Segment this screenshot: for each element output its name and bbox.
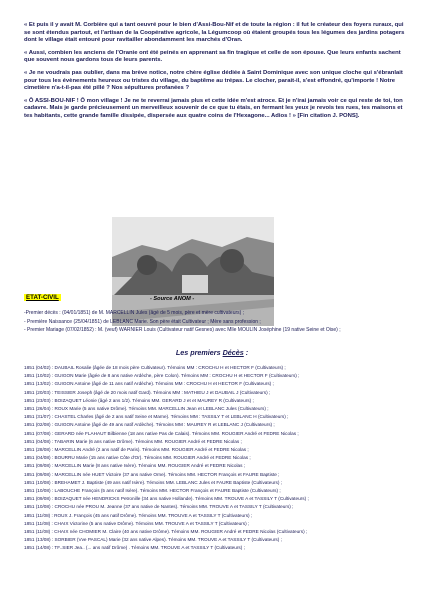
deces-list [24,364,408,553]
list-item: 1851 (28/08) : MARCELLIN André (2 ans natif de Paris). Témoins MM. ROUGIER André et FEDRE Nicolas ; [24,447,249,453]
quote-text [24,22,406,126]
title-word: Décès [222,348,244,357]
quote-paragraph: « Ô ASSI-BOU-NIF ! Ô mon village ! Je ne te reverrai jamais plus et cette idée m'est atroce. Et je n'irai jamais voir ce qui reste de toi, ton cadavre. Mais je garde précieusement un merveilleux souvenir de ce que tu étais, en fermant les yeux je revois tes rues, tes maisons et tes habitants, cette grande famille dissipée, dispersée aux quatre coins de l'Hexagone... Adios ! » [Fin citation J. PONS]. [24,97,403,119]
list-item: 1851 (13/08) : SORBIER (Vve PASCAL) Marie (32 ans native Alpes). Témoins MM. TROUVE A et TASSILY T (Cultivateurs) ; [24,537,282,543]
list-item: - Première Naissance (25/04/1851) de LEBLANC Marie. Son père était Cultivateur ; Mère sans profession ; [24,318,261,325]
list-item: 1851 (31/07) : CHASTEL Charles (âgé de 2 ans natif Seine et Marne). Témoins MM : TASSILY T et LEBLANC H (Cultivateurs) ; [24,414,289,420]
list-item: -Premier décès : (04/01/1851) de M. MARCELLIN Jules (âgé de 5 mois, père et mère cultivateurs) ; [24,310,245,316]
section-title [0,348,424,357]
list-item: 1851 (02/08) : GUIGON Antoine (âgé de 49 ans natif Ardèche). Témoins MM : MAUREY R et LEBLANC J (Cultivateurs) ; [24,422,275,428]
list-item: 1851 (26/04) : ROUX Marie (5 ans native Drôme). Témoins MM. MARCELLIN Jean et LEBLANC Jules (Cultivateurs) ; [24,406,269,412]
list-item: 1851 (10/08) : CROCHU née PROU M. Jeanne (37 ans native de Nantes). Témoins MM. TROUVE A et TASSILY T (Cultivateurs) ; [24,504,294,510]
title-suffix: : [243,348,249,357]
list-item: 1851 (13/02) : GUIGON Antoine (âgé de 11 ans natif Ardèche). Témoins MM : CROCHU H et HECTOR F (Cultivateurs) ; [24,381,274,387]
list-item: 1851 (11/08) : ROUX J. François (45 ans natif Drôme). Témoins MM. TROUVE A et TASSILY T (Cultivateurs) ; [24,512,253,518]
first-events-list [24,309,404,335]
list-item: 1851 (20/03) : TEISSIER Joseph (âgé de 20 mois natif Gard). Témoins MM : MATHIEU J et DAUBAIL J (Cultivateurs) ; [24,389,271,395]
list-item: 1851 (09/08) : MARCELLIN née HUET Victoire (37 ans native Orne). Témoins MM. HECTOR François et FAURE Baptiste ; [24,471,280,477]
list-item: 1851 (10/08) : BREHAMET J. Baptiste (49 ans natif Isère). Témoins MM. LEBLANC Jules et FAURE Baptiste (Cultivateurs) ; [24,479,282,485]
list-item: 1851 (07/08) : GERARD née FLAHAUT Bilbienne (18 ans native Pas de Calais). Témoins MM. ROUGIER André et FEDRE Nicolas ; [24,430,299,436]
list-item: 1851 (11/08) : CHAIX née CHOMIER M. Claire (40 ans native Drôme). Témoins MM. ROUGIER André et FEDRE Nicolas (Cultivateurs) ; [24,529,308,535]
list-item: 1851 (14/08) : TF..SIER Jea.. (... ans natif Drôme) . Témoins MM. TROUVE A et TASSILY T (Cultivateurs) ; [24,545,245,551]
list-item: 1851 (11/08) : CHAIX Victorine (5 ans native Drôme). Témoins MM. TROUVE A et TASSILY T (Cultivateurs) ; [24,520,250,526]
source-label: - Source ANOM - [150,296,195,302]
list-item: 1851 (04/02) : DAUBAIL Rosalie (âgée de 18 mois père Cultivateur). Témoins MM : CROCHU H et HECTOR F (Cultivateurs) ; [24,365,286,370]
list-item: 1851 (10/02) : GUIGON Marie (âgée de 8 ans native Ardèche, père Colon). Témoins MM : CROCHU H et HECTOR F (Cultivateurs) ; [24,373,300,379]
quote-paragraph: « Et puis il y avait M. Corbière qui a tant oeuvré pour le bien d'Assi-Bou-Nif et de toute la région : il fut le créateur des foyers ruraux, qui se sont étendus partout, et l'artisan de la Coopérative agricole, la Légumcoop où étaient groupés tous les légumes des jardins potagers dont le village était entouré pour ravitailler abondamment les marchés d'Oran. [24,22,405,44]
list-item: 1851 (23/03) : BOIZAQUET Léonie (âgé 2 ans 1/2). Témoins MM. GERARD J et et MAUREY R (Cultivateurs) ; [24,397,254,403]
list-item: - Premier Mariage (07/02/1852) : M. (veuf) WARNIER Louis (Cultivateur natif Gesnes) avec Mlle MOULIN Joséphine (19 native Seine et Oise) ; [24,327,341,334]
list-item: 1851 (09/08) : MARCELLIN Marie (8 ans native Isère). Témoins MM. ROUGIER André et FEDRE Nicolas ; [24,463,246,469]
list-item: 1851 (10/08) : LABOUCHE François (5 ans natif Isère). Témoins MM. HECTOR François et FAURE Baptiste (Cultivateurs) ; [24,488,281,494]
etat-civil-label: ETAT-CIVIL [26,294,59,301]
quote-paragraph: « Je ne voudrais pas oublier, dans ma brève notice, notre chère église dédiée à Saint Dominique avec son unique cloche qui s'ébranlait pour tous les évènements heureux ou tristes du village, du baptême au trépas. Le clocher, parait-il, s'est effondré, qu'importe ! Notre cimetière n'a-t-il-pas été pillé ? Nos sépultures profanées ? [24,69,403,92]
quote-paragraph: « Aussi, combien les anciens de l'Oranie ont été peinés en apprenant sa fin tragique et celle de son épouse. Que leurs enfants sachent que souvent nous gardons tous de leurs parents. [24,49,401,64]
title-prefix: Les premiers [175,348,221,357]
list-item: 1851 (04/08) : TABARIN Marie (6 ans native Drôme). Témoins MM. ROUGIER André et FEDRE Nicolas ; [24,438,242,444]
list-item: 1851 (09/08) : BOIZAQUET née HENDRICKS Petronille (34 ans native Hollande). Témoins MM. TROUVE A et TASSILY T (Cultivateurs) ; [24,496,309,502]
list-item: 1851 (04/08) : BOURRU Marie (15 ans native Côte d'Or). Témoins MM. ROUGIER André et FEDRE Nicolas ; [24,455,251,461]
